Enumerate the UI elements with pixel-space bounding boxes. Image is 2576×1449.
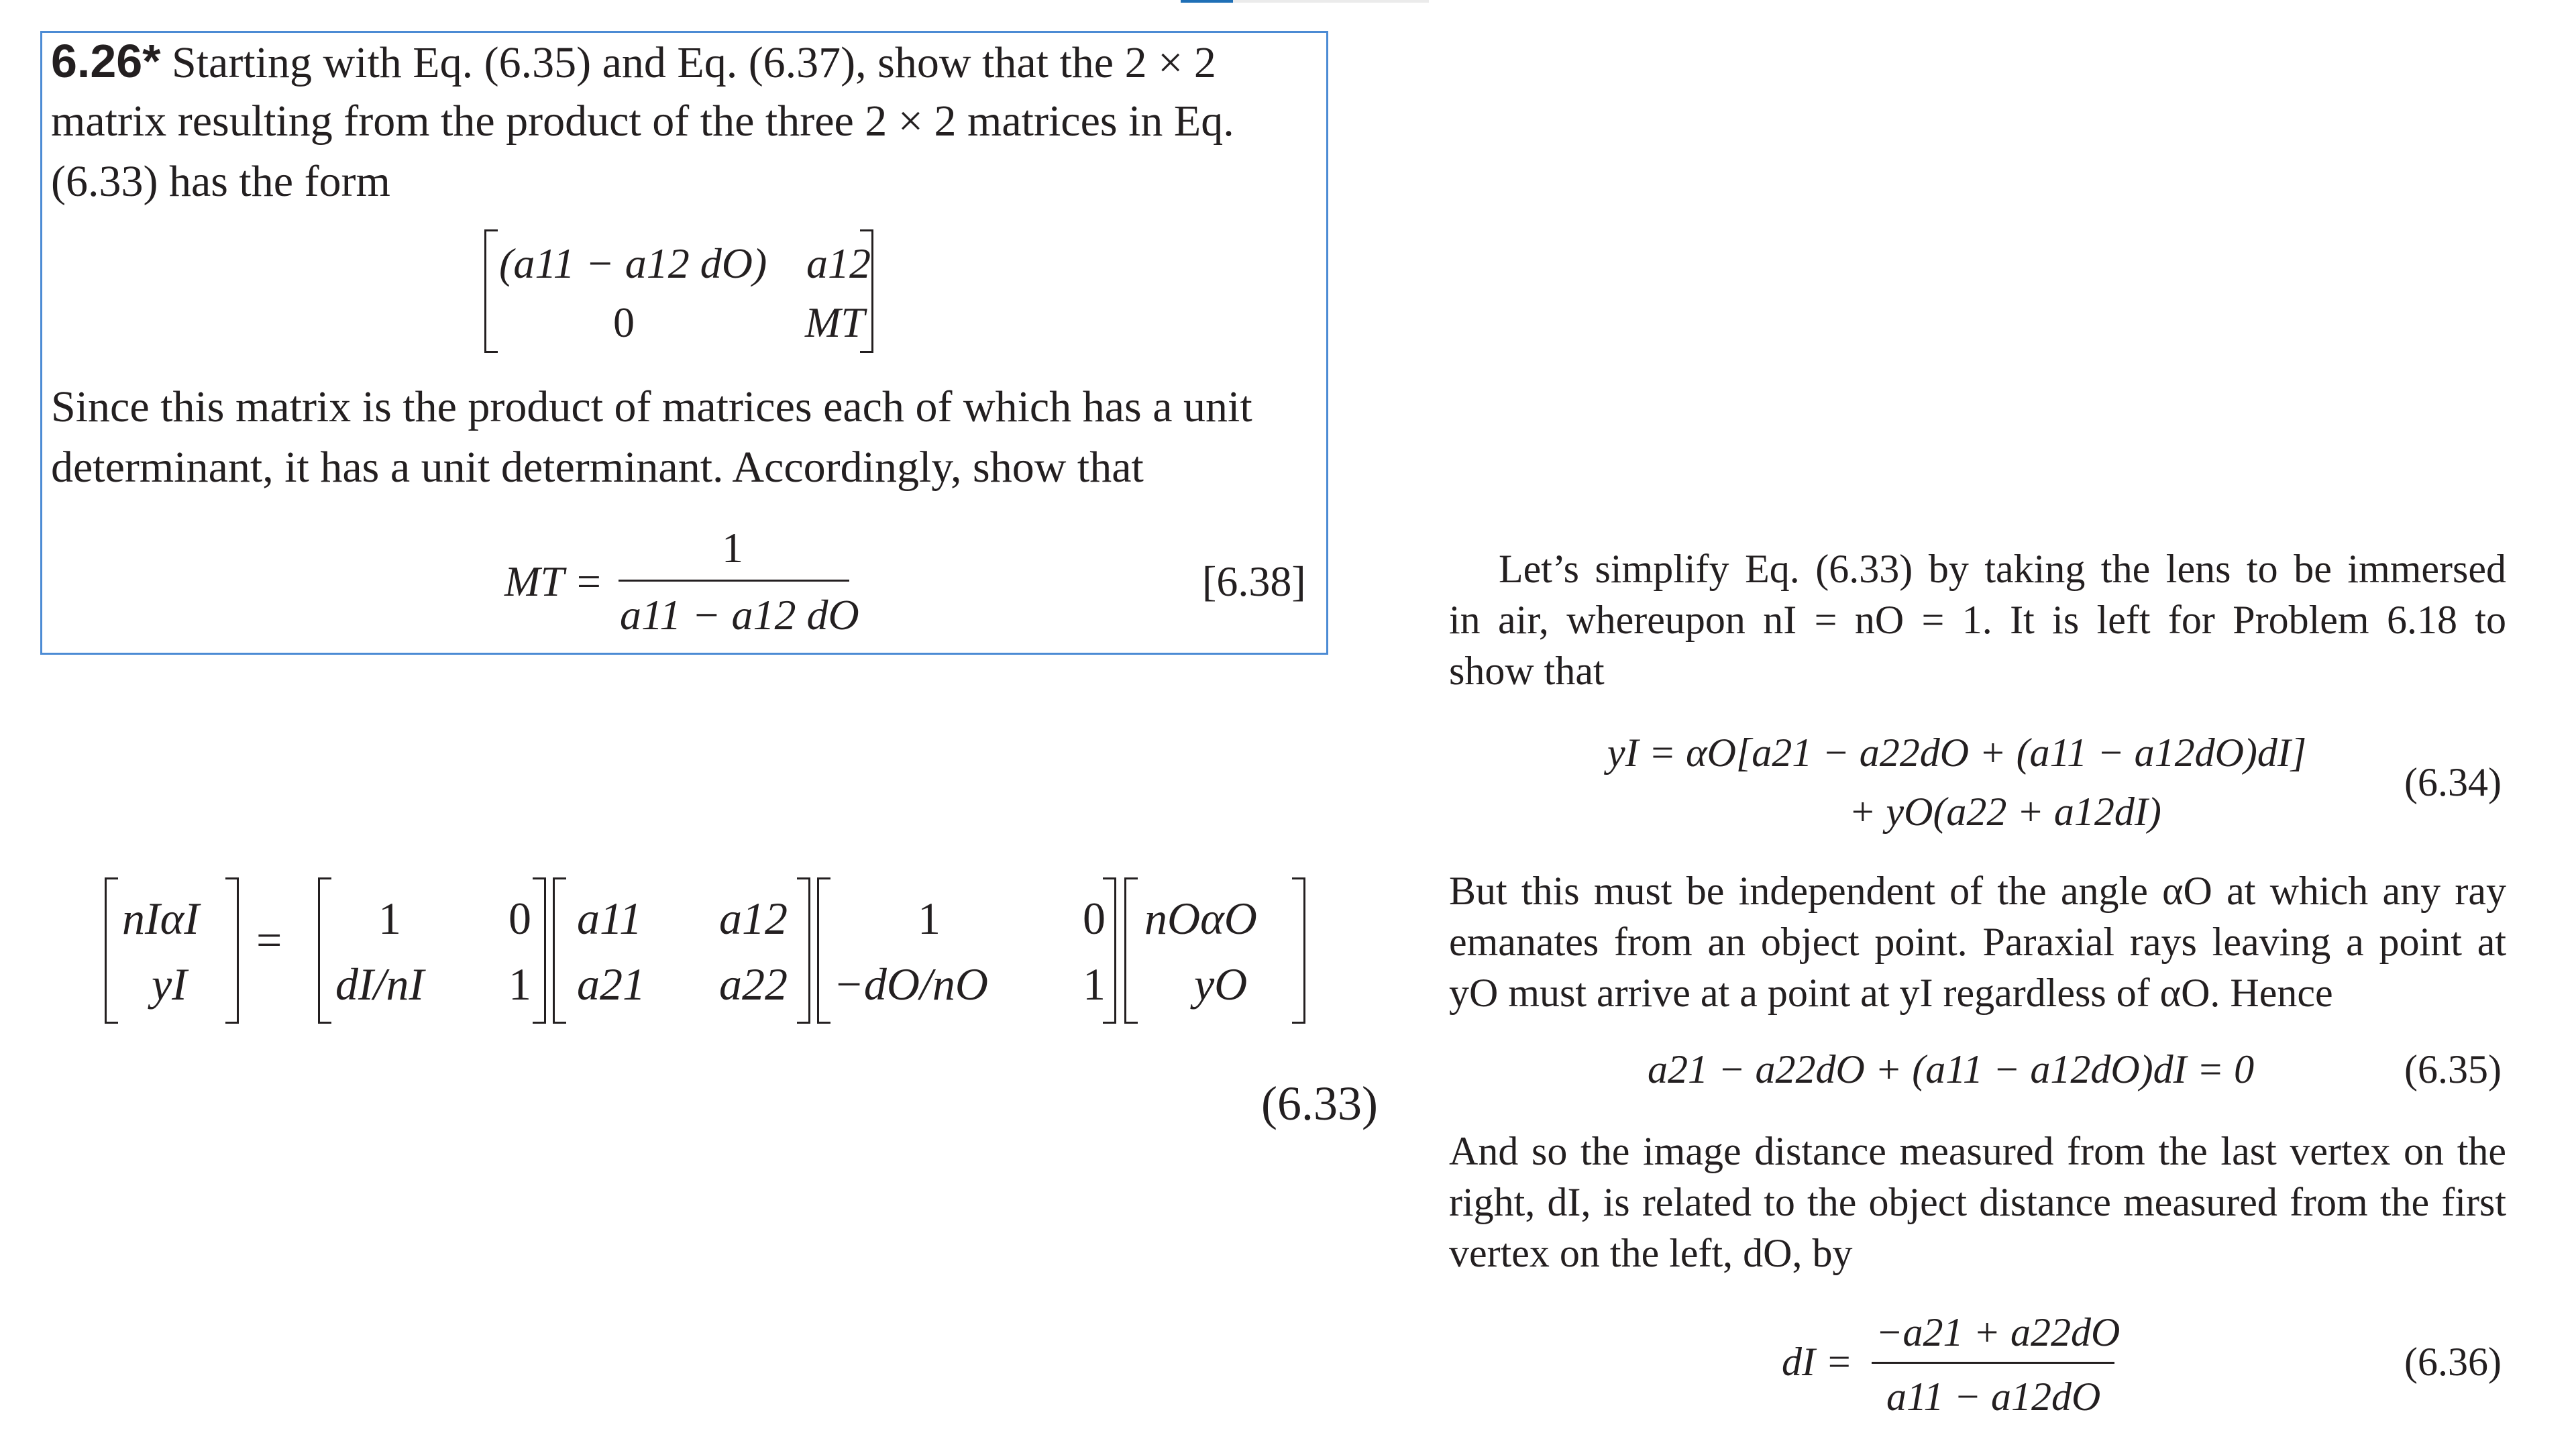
right-para3-line3: vertex on the left, dO, by	[1449, 1231, 1853, 1275]
right-para1-line1: Let’s simplify Eq. (6.33) by taking the lens to be immersed	[1499, 547, 2506, 591]
eq634-line2: + yO(a22 + a12dI)	[1849, 790, 2161, 834]
problem-line-1: Starting with Eq. (6.35) and Eq. (6.37), show that the 2 × 2	[171, 38, 1216, 87]
eq636-fraction-bar	[1872, 1362, 2114, 1364]
eq633-lhs-top: nIαI	[122, 893, 199, 944]
eq633-m3-21: −dO/nO	[833, 959, 988, 1010]
problem-text-line-1	[51, 31, 1319, 93]
eq633-m2-12: a12	[719, 893, 788, 944]
eq633-lhs-vector	[105, 877, 239, 1024]
eq634-label: (6.34)	[2404, 760, 2502, 804]
eq638-fraction-bar	[619, 580, 849, 582]
eq638-numerator: 1	[722, 524, 743, 572]
matrix-cell-12: a12	[806, 239, 871, 287]
eq636-numerator: −a21 + a22dO	[1876, 1310, 2121, 1354]
matrix-cell-22: MT	[805, 299, 865, 346]
eq633-rhs-bottom: yO	[1194, 959, 1248, 1010]
eq634-line1: yI = αO[a21 − a22dO + (a11 − a12dO)dI]	[1607, 731, 2307, 775]
eq633-m1-11: 1	[378, 893, 401, 944]
eq633-m2-11: a11	[577, 893, 642, 944]
problem-line-4: Since this matrix is the product of matrices each of which has a unit	[51, 382, 1252, 431]
eq633-rhs-top: nOαO	[1144, 893, 1257, 944]
matrix-cell-11: (a11 − a12 dO)	[499, 239, 767, 287]
right-para1-line3: show that	[1449, 649, 1605, 693]
right-para2-line3: yO must arrive at a point at yI regardless of αO. Hence	[1449, 971, 2333, 1015]
eq633-matrix-1	[318, 877, 546, 1024]
right-para3-line1: And so the image distance measured from the last vertex on the	[1449, 1129, 2506, 1173]
eq638-lhs: MT =	[504, 557, 603, 605]
eq633-lhs-bottom: yI	[152, 959, 187, 1010]
eq633-label: (6.33)	[1261, 1077, 1378, 1130]
eq633-matrix-2	[553, 877, 810, 1024]
eq633-m3-22: 1	[1083, 959, 1106, 1010]
eq633-m1-22: 1	[508, 959, 531, 1010]
eq636-denominator: a11 − a12dO	[1886, 1375, 2101, 1419]
eq633-m3-11: 1	[918, 893, 941, 944]
eq638-label: [6.38]	[1202, 557, 1306, 605]
matrix-cell-21: 0	[613, 299, 635, 346]
eq633-m2-21: a21	[577, 959, 645, 1010]
problem-matrix	[484, 229, 873, 353]
eq638-denominator: a11 − a12 dO	[620, 591, 859, 639]
eq633-equals: =	[256, 914, 282, 965]
right-para3-line2: right, dI, is related to the object distance measured from the first	[1449, 1180, 2506, 1224]
problem-line-2: matrix resulting from the product of the three 2 × 2 matrices in Eq.	[51, 97, 1234, 146]
right-para2-line2: emanates from an object point. Paraxial rays leaving a point at	[1449, 920, 2506, 964]
eq635-label: (6.35)	[2404, 1047, 2502, 1091]
right-para1-line2: in air, whereupon nI = nO = 1. It is left for Problem 6.18 to	[1449, 598, 2506, 642]
right-para2-line1: But this must be independent of the angle αO at which any ray	[1449, 869, 2506, 913]
problem-line-5: determinant, it has a unit determinant. Accordingly, show that	[51, 443, 1144, 492]
problem-line-3: (6.33) has the form	[51, 157, 390, 206]
top-scroll-accent	[1181, 0, 1233, 3]
eq633-matrix-3	[817, 877, 1116, 1024]
problem-number: 6.26*	[51, 35, 161, 87]
eq633-m3-12: 0	[1083, 893, 1106, 944]
eq633-rhs-vector	[1124, 877, 1305, 1024]
eq636-label: (6.36)	[2404, 1340, 2502, 1384]
top-scroll-indicator	[1181, 0, 1429, 3]
bracket-left	[484, 229, 498, 353]
eq633-m1-12: 0	[508, 893, 531, 944]
eq635: a21 − a22dO + (a11 − a12dO)dI = 0	[1648, 1047, 2255, 1091]
eq633-m1-21: dI/nI	[335, 959, 425, 1010]
eq633-m2-22: a22	[719, 959, 788, 1010]
eq636-lhs: dI =	[1782, 1340, 1853, 1384]
